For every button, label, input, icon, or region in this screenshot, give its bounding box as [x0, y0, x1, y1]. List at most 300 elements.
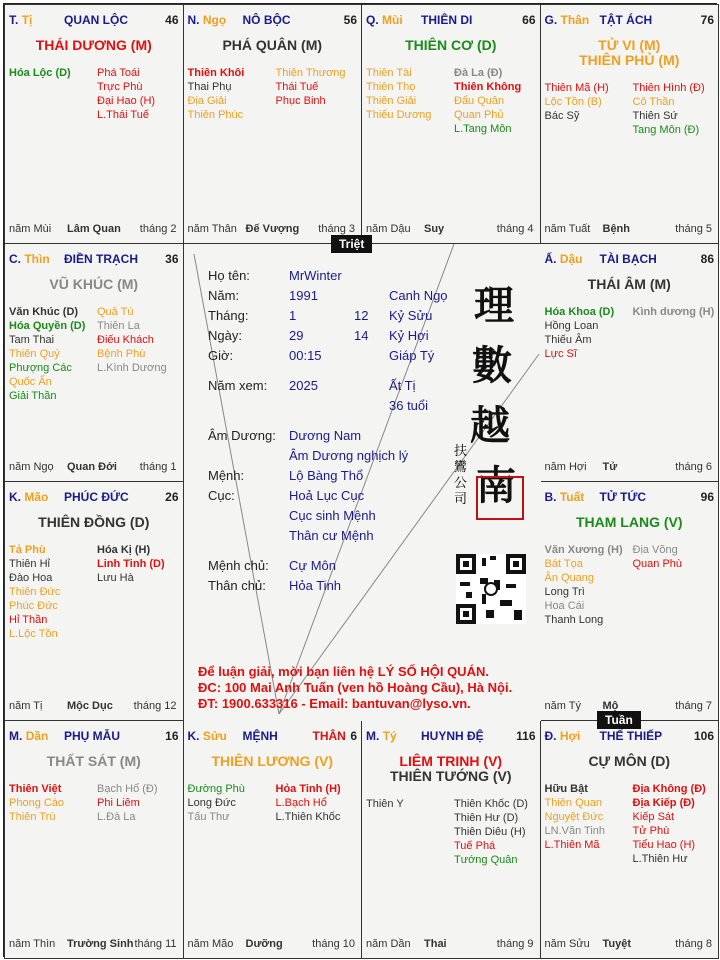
minor-star: Thiên Khốc (D): [454, 797, 528, 810]
can-text: M.: [366, 728, 380, 743]
minor-star: Thiên Hỉ: [9, 558, 50, 570]
nam-can-chi: Canh Ngọ: [389, 288, 448, 303]
nam-xem-label: Năm xem:: [208, 378, 268, 393]
minor-star: Ân Quang: [544, 572, 595, 584]
minor-star: Hỏa Tinh (H): [275, 782, 341, 795]
right-stars: [276, 782, 341, 824]
calligraphy-char-2: 數: [472, 342, 512, 389]
minor-star: Tuế Phá: [454, 839, 496, 852]
minor-star: Phục Binh: [275, 95, 326, 107]
gio-label: Giờ:: [208, 348, 234, 363]
minor-star: Hoa Cái: [544, 600, 585, 612]
palace-footer: [545, 223, 715, 237]
ho-ten-value: MrWinter: [289, 268, 342, 283]
minor-star: Lực Sĩ: [544, 347, 577, 360]
footer-month: tháng 2: [139, 222, 177, 235]
minor-star: Phượng Các: [9, 361, 72, 374]
footer-year: năm Tý: [544, 699, 581, 712]
right-stars: [633, 543, 683, 571]
than-chu-value: Hỏa Tinh: [289, 578, 342, 593]
main-star: THIÊN LƯƠNG (V): [211, 752, 334, 769]
minor-star: Thiên Hư (D): [454, 811, 519, 824]
palace-age-number: 96: [700, 490, 714, 504]
footer-month: tháng 1: [139, 461, 177, 473]
footer-month: tháng 4: [496, 222, 534, 235]
footer-month: tháng 6: [675, 461, 712, 473]
palace-header: [545, 13, 715, 27]
palace-can: [545, 729, 581, 743]
palace-name: HUYNH ĐỆ: [421, 728, 484, 743]
palace-can: [545, 13, 590, 27]
chi-text: Mão: [24, 490, 49, 504]
minor-star: Giải Thần: [9, 389, 57, 402]
can-text: C.: [9, 251, 21, 266]
palace-header: [9, 490, 179, 504]
palace-dau[interactable]: [540, 243, 720, 483]
minor-star: Thanh Long: [544, 614, 604, 626]
minor-star: Tiểu Hao (H): [632, 838, 696, 851]
palace-age-number: 16: [165, 728, 179, 743]
can-text: N.: [187, 13, 200, 27]
minor-star: Tang Môn (Đ): [632, 124, 700, 136]
palace-footer: [545, 938, 715, 952]
minor-star: Hóa Quyền (D): [9, 319, 86, 332]
palace-can: [188, 13, 227, 27]
main-star: THIÊN CƠ (D): [405, 37, 497, 53]
right-stars: [276, 66, 346, 108]
palace-can: [188, 729, 227, 743]
left-stars: [545, 81, 609, 123]
minor-star: Bệnh Phù: [97, 347, 146, 360]
minor-star: Đại Hao (H): [97, 95, 156, 107]
nam-xem-can-chi: Ất Tị: [389, 378, 416, 393]
minor-star: Long Trì: [544, 586, 585, 598]
minor-star: L.Thiên Mã: [544, 838, 600, 851]
footer-stage: Mộc Dục: [67, 699, 113, 712]
menh-chu-label: Mệnh chủ:: [208, 558, 269, 573]
minor-star: Tam Thai: [9, 333, 55, 346]
palace-header: [9, 252, 179, 266]
gio-value: 00:15: [289, 348, 322, 363]
left-stars: [545, 305, 615, 361]
thang-label: Tháng:: [208, 308, 249, 323]
palace-age-number: 56: [343, 13, 357, 27]
palace-mui[interactable]: [361, 4, 541, 244]
gio-can-chi: Giáp Tý: [389, 348, 435, 363]
right-stars: [454, 66, 521, 136]
palace-can: [545, 490, 585, 504]
can-text: G.: [544, 13, 558, 27]
minor-star: Tử Phù: [632, 824, 670, 837]
chi-text: Hợi: [559, 728, 581, 743]
minor-star: Thiên Phúc: [187, 109, 244, 121]
palace-name: QUAN LỘC: [64, 13, 128, 27]
minor-star: Đường Phù: [187, 782, 245, 795]
minor-star: Phong Cáo: [9, 796, 65, 809]
minor-star: L.Lộc Tồn: [9, 628, 58, 640]
footer-year: năm Thìn: [9, 938, 56, 950]
minor-star: Địa Võng: [632, 544, 678, 556]
minor-star: L.Kình Dương: [97, 361, 167, 374]
palace-can: [9, 13, 32, 27]
palace-header: [9, 729, 179, 743]
minor-star: Lưu Hà: [97, 572, 134, 584]
cuc-sinh-menh: Cục sinh Mệnh: [289, 508, 376, 523]
footer-year: năm Tị: [9, 699, 43, 712]
minor-star: Thiên Không: [454, 81, 522, 93]
main-star: LIÊM TRINH (V): [399, 752, 503, 769]
menh-value: Lộ Bàng Thổ: [289, 468, 364, 483]
minor-star: Bát Tọa: [544, 558, 583, 570]
left-stars: [366, 66, 431, 122]
minor-star: Hữu Bật: [544, 782, 588, 795]
palace-can: [9, 490, 48, 504]
palace-can: [9, 252, 50, 266]
footer-month: tháng 10: [312, 938, 355, 950]
main-star: THIÊN ĐỒNG (D): [38, 514, 150, 530]
minor-star: Kình dương (H): [632, 305, 715, 318]
main-star: THAM LANG (V): [575, 514, 683, 530]
palace-footer: [9, 700, 179, 714]
palace-name: NÔ BỘC: [242, 13, 291, 27]
palace-footer: [366, 223, 536, 237]
minor-star: Thiên Diêu (H): [454, 825, 526, 838]
palace-footer: [9, 223, 179, 237]
chi-text: Tý: [382, 728, 397, 743]
palace-age-number: 36: [165, 251, 179, 266]
minor-star: Bác Sỹ: [544, 110, 580, 122]
thang-can-chi: Kỷ Sửu: [389, 308, 433, 323]
footer-year: năm Tuất: [544, 222, 591, 235]
triet-tag: Triệt: [331, 235, 372, 253]
minor-star: Thiên Mã (H): [544, 82, 609, 94]
palace-header: [188, 13, 358, 27]
calligraphy-char-1: 理: [474, 282, 514, 329]
nam-value: 1991: [289, 288, 318, 303]
minor-star: Hóa Lộc (D): [9, 67, 71, 79]
footer-stage: Dưỡng: [245, 938, 283, 950]
chi-text: Mùi: [382, 13, 403, 27]
palace-ngo[interactable]: [183, 4, 363, 244]
minor-star: Thiên Giải: [366, 95, 417, 107]
footer-stage: Tuyệt: [602, 938, 632, 950]
can-text: Ấ.: [544, 251, 557, 266]
menh-chu-value: Cự Môn: [289, 558, 336, 573]
minor-star: L.Bạch Hổ: [275, 796, 327, 809]
palace-name: THẾ THIẾP: [599, 728, 663, 743]
palace-age-number: 46: [165, 13, 179, 27]
calligraphy-char-4: 南: [476, 462, 516, 509]
minor-star: Kiếp Sát: [632, 810, 675, 823]
chi-text: Ngọ: [202, 13, 227, 27]
right-stars: [633, 81, 705, 137]
minor-star: Đẩu Quân: [454, 95, 505, 107]
palace-name: TẬT ÁCH: [599, 13, 653, 27]
palace-than[interactable]: [540, 4, 720, 244]
main-star: CỰ MÔN (D): [588, 752, 671, 769]
right-stars: [97, 782, 158, 824]
minor-star: Linh Tinh (D): [97, 558, 165, 570]
minor-star: Văn Xương (H): [544, 544, 623, 556]
can-text: K.: [9, 490, 21, 504]
palace-footer: [366, 938, 536, 952]
contact-line-2: ĐC: 100 Mai Anh Tuấn (ven hồ Hoàng Cầu), Hà Nội.: [198, 680, 513, 695]
main-star: THÁI DƯƠNG (M): [35, 37, 152, 53]
footer-stage: Bệnh: [602, 222, 630, 235]
footer-stage: Suy: [424, 222, 445, 235]
menh-label: Mệnh:: [208, 468, 245, 483]
minor-star: Thiên Đức: [9, 586, 61, 598]
thang-value: 1: [289, 308, 297, 323]
minor-star: Thiên Quý: [9, 347, 60, 360]
minor-star: Đà La (Đ): [454, 67, 503, 79]
minor-star: Thái Tuế: [275, 81, 319, 93]
main-star: THIÊN TƯỚNG (V): [389, 767, 512, 784]
palace-header: [188, 729, 358, 743]
minor-star: Tướng Quân: [454, 853, 518, 866]
palace-footer: [9, 461, 179, 475]
chi-text: Tuất: [559, 490, 585, 504]
minor-star: Thiên Sứ: [632, 110, 678, 122]
palace-age-number: 86: [700, 251, 714, 266]
palace-age-number: 66: [522, 13, 536, 27]
minor-star: Thiên Hình (Đ): [632, 82, 705, 94]
minor-star: Quan Phù: [632, 558, 683, 570]
palace-name: MỆNH: [242, 728, 278, 743]
calligraphy-char-3: 越: [470, 402, 510, 449]
minor-star: LN.Văn Tinh: [544, 824, 606, 837]
minor-star: Điếu Khách: [97, 333, 154, 346]
right-stars: [97, 543, 165, 585]
palace-age-number: 6: [350, 728, 357, 743]
palace-footer: [545, 461, 715, 475]
left-stars: [188, 782, 245, 824]
left-stars: [366, 797, 404, 811]
palace-age-number: 76: [700, 13, 714, 27]
palace-name: PHÚC ĐỨC: [64, 490, 129, 504]
ngay-label: Ngày:: [208, 328, 242, 343]
can-text: B.: [544, 490, 557, 504]
ngay-am: 14: [354, 328, 369, 343]
minor-star: Trực Phù: [97, 81, 143, 93]
tuoi-value: 36 tuổi: [389, 398, 429, 413]
main-star: THÁI ÂM (M): [587, 275, 671, 292]
palace-name: THIÊN DI: [421, 13, 473, 27]
can-text: T.: [9, 13, 19, 27]
minor-star: Thiên Việt: [9, 782, 62, 795]
left-stars: [9, 66, 71, 80]
palace-age-number: 116: [516, 728, 536, 743]
chi-text: Thìn: [24, 251, 50, 266]
minor-star: Tả Phù: [9, 544, 46, 556]
footer-year: năm Thân: [187, 222, 237, 235]
footer-month: tháng 8: [675, 938, 712, 950]
minor-star: Bạch Hổ (Đ): [97, 782, 158, 795]
main-star: VŨ KHÚC (M): [49, 275, 139, 292]
left-stars: [9, 543, 60, 641]
palace-mao[interactable]: [4, 481, 184, 721]
seal-side-text: 扶 鸞 公 司: [454, 444, 468, 507]
footer-year: năm Mão: [187, 938, 234, 950]
minor-star: Đào Hoa: [9, 572, 53, 584]
footer-stage: Tử: [602, 461, 618, 473]
ngay-value: 29: [289, 328, 304, 343]
footer-year: năm Hợi: [544, 461, 587, 473]
footer-stage: Quan Đới: [67, 461, 117, 473]
footer-year: năm Sửu: [544, 938, 590, 950]
main-star: THẤT SÁT (M): [46, 752, 141, 769]
palace-footer: [188, 938, 358, 952]
minor-star: Hồng Loan: [544, 319, 599, 332]
minor-star: Thiên Y: [366, 797, 404, 810]
footer-stage: Lâm Quan: [67, 222, 121, 235]
footer-stage: Trường Sinh: [67, 938, 134, 950]
footer-stage: Mộ: [602, 699, 619, 712]
palace-suu[interactable]: [183, 720, 363, 960]
minor-star: Địa Kiếp (Đ): [632, 796, 695, 809]
red-seal-icon: [476, 476, 524, 520]
right-stars: [633, 305, 715, 319]
main-star: TỬ VI (M): [598, 37, 661, 53]
palace-header: [366, 729, 536, 743]
palace-can: [366, 729, 397, 743]
minor-star: Thiếu Dương: [366, 109, 432, 121]
minor-star: Thiên Quan: [544, 796, 602, 809]
minor-star: Thiên Thọ: [366, 81, 416, 93]
contact-line-1: Để luận giải, mời bạn liên hệ LÝ SỐ HỘI QUÁN.: [198, 664, 489, 679]
footer-stage: Thai: [424, 938, 447, 950]
chi-text: Sửu: [202, 728, 227, 743]
can-text: Q.: [366, 13, 379, 27]
main-star: THIÊN PHỦ (M): [579, 52, 680, 68]
chart-center-info: [184, 244, 541, 721]
qr-code-icon[interactable]: [456, 554, 526, 624]
minor-star: Phi Liêm: [97, 796, 140, 809]
footer-month: tháng 7: [675, 699, 712, 712]
chi-text: Dần: [25, 728, 49, 743]
minor-star: Hóa Kị (H): [97, 544, 151, 556]
footer-year: năm Dần: [366, 938, 411, 950]
palace-hoi[interactable]: [540, 720, 720, 960]
minor-star: Hóa Khoa (D): [544, 305, 615, 318]
minor-star: Thiên Trù: [9, 810, 56, 823]
can-text: M.: [9, 728, 23, 743]
minor-star: L.Thiên Khốc: [275, 810, 341, 823]
minor-star: Thiếu Âm: [544, 333, 592, 346]
nam-xem-value: 2025: [289, 378, 318, 393]
chi-text: Tị: [21, 13, 33, 27]
right-stars: [97, 305, 167, 375]
right-stars: [633, 782, 706, 866]
tu-vi-chart: [3, 3, 717, 957]
minor-star: Quốc Ấn: [9, 375, 52, 388]
minor-star: L.Thái Tuế: [97, 109, 149, 121]
palace-than-marker: THÂN: [312, 728, 346, 743]
right-stars: [97, 66, 155, 122]
minor-star: Phúc Đức: [9, 600, 58, 612]
minor-star: Thiên Tài: [366, 67, 412, 79]
left-stars: [9, 782, 64, 824]
palace-header: [9, 13, 179, 27]
footer-year: năm Dậu: [366, 222, 411, 235]
cuc-value: Hoả Lục Cục: [289, 488, 365, 503]
left-stars: [545, 782, 606, 852]
minor-star: Cô Thần: [632, 96, 675, 108]
minor-star: Thiên Thương: [275, 67, 346, 79]
minor-star: Địa Giải: [187, 95, 227, 107]
minor-star: Nguyệt Đức: [544, 810, 604, 823]
cuc-label: Cục:: [208, 488, 235, 503]
minor-star: Hỉ Thần: [9, 614, 48, 626]
palace-tuat[interactable]: [540, 481, 720, 721]
palace-dan[interactable]: [4, 720, 184, 960]
minor-star: Thiên La: [97, 319, 140, 332]
footer-stage: Đế Vượng: [245, 222, 300, 235]
palace-ty2[interactable]: [361, 720, 541, 960]
thang-am: 12: [354, 308, 369, 323]
minor-star: Địa Không (Đ): [632, 782, 706, 795]
palace-age-number: 26: [165, 490, 179, 504]
left-stars: [545, 543, 623, 627]
am-duong-ly: Âm Dương nghịch lý: [289, 448, 409, 463]
minor-star: Phá Toái: [97, 67, 140, 79]
ngay-can-chi: Kỷ Hợi: [389, 328, 429, 343]
palace-can: [9, 729, 48, 743]
palace-footer: [9, 938, 179, 952]
palace-name: TỬ TỨC: [599, 490, 647, 504]
palace-header: [545, 729, 715, 743]
palace-name: PHỤ MẪU: [64, 728, 120, 743]
minor-star: Thai Phụ: [187, 81, 232, 93]
footer-month: tháng 11: [134, 938, 177, 950]
minor-star: L.Thiên Hư: [632, 852, 688, 865]
palace-can: [366, 13, 403, 27]
ho-ten-label: Họ tên:: [208, 268, 250, 283]
tuan-tag: Tuần: [597, 711, 641, 729]
am-duong-value: Dương Nam: [289, 428, 362, 443]
can-text: Đ.: [544, 728, 557, 743]
footer-year: năm Mùi: [9, 222, 52, 235]
footer-month: tháng 12: [133, 699, 177, 712]
palace-age-number: 106: [693, 728, 714, 743]
right-stars: [454, 797, 528, 867]
minor-star: Văn Khúc (D): [9, 305, 79, 318]
palace-can: [545, 252, 583, 266]
palace-name: TÀI BẠCH: [599, 251, 657, 266]
minor-star: Lộc Tồn (B): [544, 96, 602, 108]
than-cu-menh: Thân cư Mệnh: [289, 528, 374, 543]
palace-header: [366, 13, 536, 27]
footer-year: năm Ngọ: [9, 461, 54, 473]
palace-thin[interactable]: [4, 243, 184, 483]
minor-star: L.Tang Môn: [454, 123, 512, 135]
nam-label: Năm:: [208, 288, 240, 303]
footer-month: tháng 5: [675, 222, 712, 235]
main-star: PHÁ QUÂN (M): [222, 37, 323, 53]
palace-header: [545, 252, 715, 266]
minor-star: Quả Tú: [97, 305, 134, 318]
footer-month: tháng 3: [318, 222, 355, 235]
minor-star: Thiên Khôi: [187, 67, 245, 79]
minor-star: Long Đức: [187, 796, 236, 809]
palace-header: [545, 490, 715, 504]
left-stars: [188, 66, 245, 122]
can-text: K.: [187, 728, 200, 743]
palace-ty[interactable]: [4, 4, 184, 244]
palace-name: ĐIỀN TRẠCH: [64, 251, 138, 266]
minor-star: L.Đà La: [97, 810, 136, 823]
chi-text: Dậu: [559, 251, 583, 266]
